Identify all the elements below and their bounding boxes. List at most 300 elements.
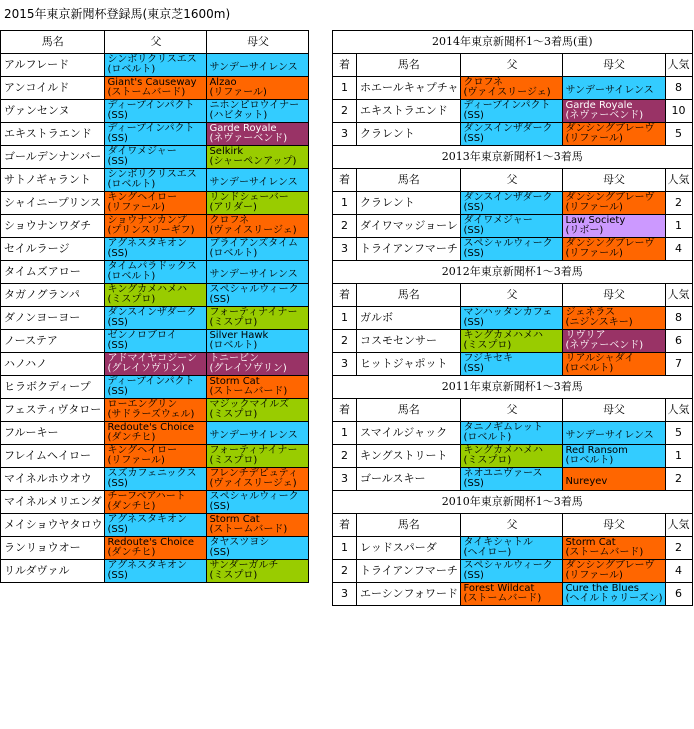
result-sire-cell (461, 353, 563, 376)
damsire-cell-line1: フォーティナイナー (209, 445, 298, 456)
sire-cell-line1: Redoute's Choice (107, 537, 194, 548)
result-sire-cell-line2: (SS) (463, 363, 484, 374)
result-sire-cell-line1: キングカメハメハ (463, 445, 543, 456)
result-damsire-cell (563, 537, 665, 560)
result-damsire-cell-line2: (ストームバード) (565, 547, 644, 558)
damsire-cell-line2: (SS) (209, 547, 230, 558)
horse-row (1, 77, 309, 100)
sire-cell (105, 238, 207, 261)
sire-cell-line2: (SS) (107, 570, 128, 581)
result-row (333, 215, 693, 238)
result-header-pop: 人気 (665, 399, 692, 422)
result-damsire-cell-line2: (ロベルト) (565, 455, 614, 466)
sire-cell-line2: (ダンチヒ) (107, 501, 156, 512)
horse-name: タイムズアロー (1, 261, 105, 284)
result-damsire-cell-line2: (リファール) (565, 133, 623, 144)
damsire-cell (207, 54, 309, 77)
result-horse-name: エキストラエンド (357, 100, 461, 123)
damsire-cell-line1: マジックマイルズ (209, 399, 289, 410)
sire-cell-line1: ディープインパクト (107, 376, 195, 387)
horse-row (1, 560, 309, 583)
result-sire-cell-line2: (SS) (463, 110, 484, 121)
damsire-cell-line1: スペシャルウィーク (209, 284, 299, 295)
horse-name: ランリョウオー (1, 537, 105, 560)
result-horse-name: キングストリート (357, 445, 461, 468)
sire-cell-line1: アグネスタキオン (107, 560, 188, 571)
horse-name: ショウナンワダチ (1, 215, 105, 238)
popularity: 2 (665, 468, 692, 491)
result-sire-cell (461, 307, 563, 330)
sire-cell-line1: キングカメハメハ (107, 284, 187, 295)
result-sire-cell (461, 330, 563, 353)
result-row (333, 583, 693, 606)
result-horse-name: クラレント (357, 123, 461, 146)
sire-cell (105, 77, 207, 100)
damsire-cell-line1: リンドシェーバー (209, 192, 289, 203)
popularity: 6 (665, 583, 692, 606)
sire-cell-line2: (ロベルト) (107, 64, 156, 75)
result-damsire-cell (563, 445, 665, 468)
result-sire-cell-line2: (SS) (463, 317, 484, 328)
result-horse-name: エーシンフォワード (357, 583, 461, 606)
result-damsire-cell-line1: リヴリア (565, 330, 606, 341)
sire-cell (105, 422, 207, 445)
damsire-cell-line1: ニホンピロウイナー (209, 100, 300, 111)
horse-row (1, 353, 309, 376)
result-damsire-cell-line1: ダンシングブレーヴ (565, 560, 655, 571)
damsire-cell-line2: (ミスプロ) (209, 455, 258, 466)
damsire-cell (207, 445, 309, 468)
horse-name: セイルラージ (1, 238, 105, 261)
sire-cell-line2: (ダンチヒ) (107, 547, 156, 558)
horse-row (1, 376, 309, 399)
result-sire-cell-line1: ダンスインザダーク (463, 123, 553, 134)
sire-cell (105, 261, 207, 284)
result-damsire-cell-line1: サンデーサイレンス (565, 429, 654, 441)
popularity: 10 (665, 100, 692, 123)
result-header-sire: 父 (461, 399, 563, 422)
horse-name: フェスティヴタロー (1, 399, 105, 422)
damsire-cell (207, 468, 309, 491)
result-sire-cell (461, 468, 563, 491)
sire-cell (105, 491, 207, 514)
horse-row (1, 330, 309, 353)
finish-rank: 3 (333, 123, 357, 146)
horse-row (1, 54, 309, 77)
result-sire-cell (461, 422, 563, 445)
damsire-cell-line2: (ハビタット) (209, 110, 268, 121)
result-sire-cell-line1: タニノギムレット (463, 422, 543, 433)
horse-name: ヴァンセンヌ (1, 100, 105, 123)
horse-name: ヒラボクディープ (1, 376, 105, 399)
result-damsire-cell-line2: (ロベルト) (565, 363, 614, 374)
result-header-damsire: 母父 (563, 169, 665, 192)
result-sire-cell-line1: フジキセキ (463, 353, 514, 364)
sire-cell-line2: (リファール) (107, 202, 165, 213)
result-header-row (333, 399, 693, 422)
sire-cell-line1: ローエングリン (107, 399, 178, 410)
damsire-cell-line1: サンデーサイレンス (209, 429, 298, 441)
result-header-pop: 人気 (665, 54, 692, 77)
popularity: 8 (665, 77, 692, 100)
damsire-cell (207, 261, 309, 284)
damsire-cell-line2: (ミスプロ) (209, 570, 258, 581)
horse-row (1, 261, 309, 284)
horse-name: エキストラエンド (1, 123, 105, 146)
result-header-damsire: 母父 (563, 514, 665, 537)
result-sire-cell-line1: スペシャルウィーク (463, 560, 553, 571)
popularity: 5 (665, 123, 692, 146)
sire-cell (105, 353, 207, 376)
sire-cell (105, 330, 207, 353)
damsire-cell (207, 422, 309, 445)
result-header-rank: 着 (333, 284, 357, 307)
result-header-rank: 着 (333, 54, 357, 77)
result-horse-name: ホエールキャプチャ (357, 77, 461, 100)
result-header-sire: 父 (461, 54, 563, 77)
damsire-cell (207, 192, 309, 215)
sire-cell-line2: (SS) (107, 478, 128, 489)
horse-row (1, 238, 309, 261)
result-damsire-cell-line2: (ニジンスキー) (565, 317, 633, 328)
result-damsire-cell-line2: (リボー) (565, 225, 604, 236)
result-horse-name: レッドスパーダ (357, 537, 461, 560)
result-header-damsire: 母父 (563, 284, 665, 307)
sire-cell (105, 192, 207, 215)
result-damsire-cell-line2: (ヘイルトゥリーズン) (565, 593, 663, 604)
result-horse-name: クラレント (357, 192, 461, 215)
popularity: 8 (665, 307, 692, 330)
result-damsire-cell-line1: Cure the Blues (565, 583, 639, 594)
sire-cell-line1: ダンスインザダーク (107, 307, 197, 318)
damsire-cell-line1: クロフネ (209, 215, 250, 226)
result-damsire-cell (563, 123, 665, 146)
result-header-row (333, 284, 693, 307)
damsire-cell (207, 77, 309, 100)
sire-cell-line2: (プリンスリーギフ) (107, 225, 195, 236)
result-sire-cell-line1: ディープインパクト (463, 100, 551, 111)
damsire-cell-line1: タヤスツヨシ (209, 537, 270, 548)
horse-name: サトノギャラント (1, 169, 105, 192)
sire-cell-line2: (SS) (107, 110, 128, 121)
damsire-cell (207, 491, 309, 514)
year-title-row (333, 376, 693, 399)
horse-row (1, 169, 309, 192)
year-title-row (333, 146, 693, 169)
past-results-table (332, 30, 693, 606)
result-sire-cell (461, 583, 563, 606)
damsire-cell-line2: (SS) (209, 294, 230, 305)
finish-rank: 2 (333, 330, 357, 353)
sire-cell-line2: (ロベルト) (107, 179, 156, 190)
result-damsire-cell (563, 583, 665, 606)
result-damsire-cell (563, 353, 665, 376)
sire-cell-line2: (SS) (107, 386, 128, 397)
result-row (333, 537, 693, 560)
result-sire-cell-line1: ダンスインザダーク (463, 192, 553, 203)
result-header-name: 馬名 (357, 514, 461, 537)
popularity: 2 (665, 192, 692, 215)
damsire-cell (207, 399, 309, 422)
popularity: 1 (665, 215, 692, 238)
sire-cell-line1: ゼンノロブロイ (107, 330, 177, 341)
finish-rank: 1 (333, 537, 357, 560)
damsire-cell (207, 514, 309, 537)
damsire-cell-line1: Storm Cat (209, 376, 260, 387)
result-row (333, 123, 693, 146)
sire-cell-line2: (SS) (107, 133, 128, 144)
result-sire-cell-line2: (ミスプロ) (463, 340, 512, 351)
horse-row (1, 399, 309, 422)
result-damsire-cell-line1: Red Ransom (565, 445, 628, 456)
damsire-cell-line2: (リファール) (209, 87, 267, 98)
horse-name: ゴールデンナンバー (1, 146, 105, 169)
horse-row (1, 192, 309, 215)
damsire-cell (207, 353, 309, 376)
sire-cell (105, 537, 207, 560)
damsire-cell-line2: (ヴァイスリージェ) (209, 225, 297, 236)
result-header-name: 馬名 (357, 54, 461, 77)
horse-row (1, 491, 309, 514)
result-header-damsire: 母父 (563, 399, 665, 422)
result-row (333, 445, 693, 468)
horse-row (1, 215, 309, 238)
sire-cell-line1: スズカフェニックス (107, 468, 197, 479)
result-damsire-cell-line1: Law Society (565, 215, 626, 226)
damsire-cell (207, 284, 309, 307)
year-title: 2012年東京新聞杯1〜3着馬 (333, 261, 693, 284)
finish-rank: 1 (333, 77, 357, 100)
sire-cell (105, 100, 207, 123)
sire-cell-line2: (グレイソヴリン) (107, 363, 185, 374)
horse-name: アンコイルド (1, 77, 105, 100)
sire-cell (105, 560, 207, 583)
damsire-cell-line1: サンダーガルチ (209, 560, 279, 571)
result-sire-cell-line2: (SS) (463, 225, 484, 236)
sire-cell-line1: アドマイヤコジーン (107, 353, 198, 364)
finish-rank: 3 (333, 353, 357, 376)
damsire-cell (207, 307, 309, 330)
result-header-rank: 着 (333, 514, 357, 537)
damsire-cell-line1: サンデーサイレンス (209, 176, 298, 188)
result-horse-name: ガルボ (357, 307, 461, 330)
registered-horses-table (0, 30, 309, 583)
result-sire-cell-line2: (SS) (463, 478, 484, 489)
sire-cell-line1: ショウナンカンプ (107, 215, 187, 226)
year-title: 2014年東京新聞杯1〜3着馬(重) (333, 31, 693, 54)
result-row (333, 307, 693, 330)
result-damsire-cell-line2: (ネヴァーベンド) (565, 110, 644, 121)
damsire-cell-line1: フォーティナイナー (209, 307, 298, 318)
damsire-cell-line2: (シャーペンアップ) (209, 156, 297, 167)
result-damsire-cell-line1: Nureyev (565, 475, 608, 487)
damsire-cell (207, 238, 309, 261)
result-sire-cell-line2: (ヘイロー) (463, 547, 512, 558)
result-header-rank: 着 (333, 169, 357, 192)
sire-cell-line2: (サドラーズウェル) (107, 409, 195, 420)
sire-cell-line2: (SS) (107, 248, 128, 259)
horse-name: フルーキー (1, 422, 105, 445)
damsire-cell-line1: トニービン (209, 353, 260, 364)
result-sire-cell-line2: (ストームバード) (463, 593, 542, 604)
sire-cell-line1: Giant's Causeway (107, 77, 197, 88)
result-damsire-cell-line2: (リファール) (565, 570, 623, 581)
horse-name: タガノグランパ (1, 284, 105, 307)
result-sire-cell (461, 77, 563, 100)
horse-row (1, 514, 309, 537)
result-sire-cell (461, 445, 563, 468)
result-damsire-cell-line1: ダンシングブレーヴ (565, 238, 655, 249)
result-row (333, 422, 693, 445)
damsire-cell-line2: (ヴァイスリージェ) (209, 478, 297, 489)
sire-cell-line1: タイムパラドックス (107, 261, 197, 272)
horse-row (1, 284, 309, 307)
result-sire-cell-line1: ネオユニヴァース (463, 468, 543, 479)
damsire-cell (207, 560, 309, 583)
result-row (333, 468, 693, 491)
result-header-rank: 着 (333, 399, 357, 422)
popularity: 5 (665, 422, 692, 445)
result-row (333, 77, 693, 100)
horse-row (1, 537, 309, 560)
year-title: 2010年東京新聞杯1〜3着馬 (333, 491, 693, 514)
horse-name: ダノンヨーヨー (1, 307, 105, 330)
damsire-cell (207, 376, 309, 399)
horse-name: アルフレード (1, 54, 105, 77)
horse-row (1, 468, 309, 491)
result-sire-cell-line2: (ロベルト) (463, 432, 512, 443)
result-damsire-cell (563, 215, 665, 238)
result-sire-cell-line2: (SS) (463, 570, 484, 581)
sire-cell-line1: アグネスタキオン (107, 514, 188, 525)
horse-row (1, 123, 309, 146)
damsire-cell-line2: (ミスプロ) (209, 317, 258, 328)
damsire-cell-line2: (ミスプロ) (209, 409, 258, 420)
year-title-row (333, 491, 693, 514)
result-header-row (333, 514, 693, 537)
result-sire-cell-line1: マンハッタンカフェ (463, 307, 553, 318)
damsire-cell-line1: スペシャルウィーク (209, 491, 299, 502)
year-title-row (333, 261, 693, 284)
result-damsire-cell (563, 422, 665, 445)
damsire-cell-line2: (ロベルト) (209, 248, 258, 259)
result-damsire-cell-line1: リアルシャダイ (565, 353, 635, 364)
damsire-cell-line1: Garde Royale (209, 123, 277, 134)
result-damsire-cell-line2: (ネヴァーベンド) (565, 340, 644, 351)
result-horse-name: トライアンフマーチ (357, 560, 461, 583)
result-sire-cell (461, 215, 563, 238)
result-damsire-cell-line1: ダンシングブレーヴ (565, 192, 655, 203)
result-damsire-cell-line1: Storm Cat (565, 537, 616, 548)
sire-cell-line1: ディープインパクト (107, 123, 195, 134)
result-damsire-cell (563, 468, 665, 491)
damsire-cell-line1: Selkirk (209, 146, 244, 157)
damsire-cell-line2: (グレイソヴリン) (209, 363, 287, 374)
result-damsire-cell (563, 560, 665, 583)
sire-cell-line2: (リファール) (107, 455, 165, 466)
result-sire-cell-line1: クロフネ (463, 77, 504, 88)
result-damsire-cell (563, 307, 665, 330)
sire-cell-line1: キングヘイロー (107, 445, 178, 456)
result-damsire-cell-line1: ダンシングブレーヴ (565, 123, 655, 134)
horse-name: マイネルメリエンダ (1, 491, 105, 514)
result-damsire-cell (563, 330, 665, 353)
popularity: 4 (665, 560, 692, 583)
result-header-name: 馬名 (357, 284, 461, 307)
damsire-cell-line2: (ストームバード) (209, 386, 288, 397)
damsire-cell-line1: サンデーサイレンス (209, 61, 298, 73)
damsire-cell-line2: (アリダー) (209, 202, 257, 213)
result-horse-name: コスモセンサー (357, 330, 461, 353)
result-row (333, 560, 693, 583)
sire-cell-line1: チーフベアハート (107, 491, 186, 502)
sire-cell-line2: (SS) (107, 317, 128, 328)
result-sire-cell-line2: (SS) (463, 202, 484, 213)
result-header-sire: 父 (461, 514, 563, 537)
result-header-damsire: 母父 (563, 54, 665, 77)
sire-cell (105, 169, 207, 192)
result-row (333, 192, 693, 215)
finish-rank: 2 (333, 560, 357, 583)
result-damsire-cell-line2: (リファール) (565, 248, 623, 259)
result-sire-cell-line1: スペシャルウィーク (463, 238, 553, 249)
result-sire-cell (461, 238, 563, 261)
sire-cell-line1: ダイワメジャー (107, 146, 177, 157)
damsire-cell-line2: (SS) (209, 501, 230, 512)
result-damsire-cell-line1: サンデーサイレンス (565, 84, 654, 96)
horse-name: シャイニープリンス (1, 192, 105, 215)
header-damsire: 母父 (207, 31, 309, 54)
finish-rank: 3 (333, 238, 357, 261)
result-sire-cell-line2: (ヴァイスリージェ) (463, 87, 551, 98)
sire-cell (105, 146, 207, 169)
damsire-cell-line1: ブライアンズタイム (209, 238, 298, 249)
sire-cell-line1: Redoute's Choice (107, 422, 194, 433)
header-sire: 父 (105, 31, 207, 54)
damsire-cell (207, 537, 309, 560)
horse-name: リルダヴァル (1, 560, 105, 583)
result-header-pop: 人気 (665, 284, 692, 307)
sire-cell-line2: (SS) (107, 340, 128, 351)
horse-name: ハノハノ (1, 353, 105, 376)
horse-name: メイショウヤタロウ (1, 514, 105, 537)
horse-row (1, 100, 309, 123)
result-damsire-cell (563, 192, 665, 215)
sire-cell-line1: キングヘイロー (107, 192, 178, 203)
result-row (333, 100, 693, 123)
horse-row (1, 146, 309, 169)
sire-cell-line2: (ロベルト) (107, 271, 156, 282)
damsire-cell-line1: Storm Cat (209, 514, 260, 525)
damsire-cell-line1: Silver Hawk (209, 330, 269, 341)
result-damsire-cell (563, 100, 665, 123)
damsire-cell (207, 169, 309, 192)
sire-cell-line1: アグネスタキオン (107, 238, 188, 249)
result-sire-cell-line1: タイキシャトル (463, 537, 533, 548)
finish-rank: 1 (333, 192, 357, 215)
damsire-cell-line1: サンデーサイレンス (209, 268, 298, 280)
result-damsire-cell-line2: (リファール) (565, 202, 623, 213)
sire-cell (105, 445, 207, 468)
finish-rank: 2 (333, 215, 357, 238)
sire-cell (105, 54, 207, 77)
result-sire-cell-line2: (ミスプロ) (463, 455, 512, 466)
header-name: 馬名 (1, 31, 105, 54)
finish-rank: 3 (333, 468, 357, 491)
sire-cell-line2: (ストームバード) (107, 87, 186, 98)
result-sire-cell (461, 537, 563, 560)
sire-cell-line2: (ミスプロ) (107, 294, 156, 305)
